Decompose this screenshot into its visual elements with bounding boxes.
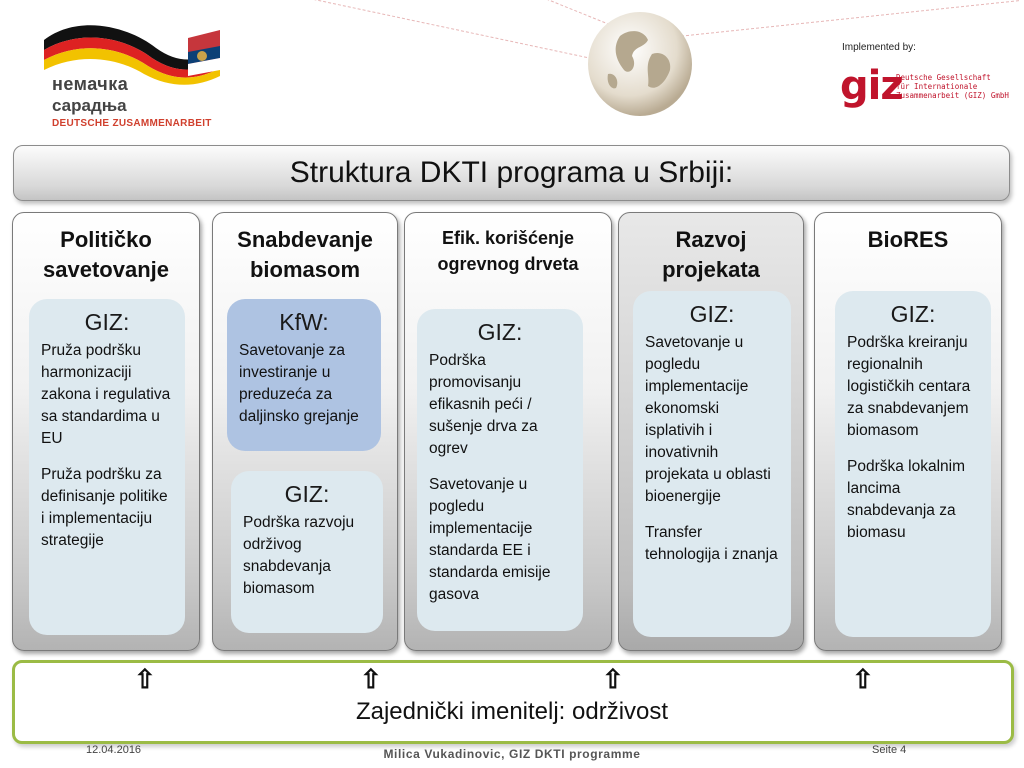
implemented-by-label: Implemented by: [842,42,916,53]
column-project-development [618,212,804,651]
slide-title: Struktura DKTI programa u Srbiji: [289,156,734,189]
up-arrow-icon: ⇧ [602,664,624,694]
card-heading: GIZ: [477,319,523,345]
giz-sub-line: Zusammenarbeit (GIZ) GmbH [896,91,1009,100]
card-heading: GIZ: [689,301,735,327]
logo-text-line1: немачка [52,74,129,94]
card-heading: GIZ: [84,309,130,335]
card-heading: GIZ: [890,301,936,327]
card-item: Pruža podršku za definisanje politike i implementaciju strategije [41,466,168,549]
decorative-line [303,0,616,64]
card-item: Transfer tehnologija i znanja [645,524,778,563]
giz-sub-line: für Internationale [896,82,978,91]
up-arrow-icon: ⇧ [852,664,874,694]
card-heading: GIZ: [284,481,330,507]
column-firewood-efficiency [404,212,612,651]
giz-card [633,291,791,637]
logo-text-line3: DEUTSCHE ZUSAMMENARBEIT [52,118,212,129]
footer-page-number: Seite 4 [872,744,907,756]
column-title: Snabdevanje biomasom [237,227,373,282]
column-title: BioRES [867,227,949,252]
giz-sub-line: Deutsche Gesellschaft [896,73,991,82]
card-item: Podrška promovisanju efikasnih peći / sušenje drva za ogrev [429,352,538,457]
german-cooperation-logo [38,18,228,128]
card-item: Podrška kreiranju regionalnih logističkih centara za snabdevanjem biomasom [847,334,971,439]
column-biores [814,212,1002,651]
up-arrow-icon: ⇧ [134,664,156,694]
column-title: Razvoj projekata [662,227,760,282]
card-item: Podrška lokalnim lancima snabdevanja za biomasu [847,458,966,541]
card-heading: KfW: [279,309,329,335]
column-title: Političko savetovanje [43,227,169,282]
giz-card [231,471,383,633]
footer-presenter: Milica Vukadinovic, GIZ DKTI programme [383,747,641,761]
column-title: Efik. korišćenje ogrevnog drveta [437,228,579,274]
up-arrow-icon: ⇧ [360,664,382,694]
kfw-card [227,299,381,451]
footer-date: 12.04.2016 [86,744,142,756]
giz-logo-subtitle [896,73,1009,100]
giz-logo: giz [840,63,903,109]
card-item: Savetovanje u pogledu implementacije standarda EE i standarda emisije gasova [429,476,551,603]
common-denominator-text: Zajednički imenitelj: održivost [355,698,669,725]
giz-card [417,309,583,631]
decorative-line [641,0,1019,41]
card-item: Savetovanje za investiranje u preduzeća za daljinsko grejanje [239,342,359,425]
giz-card [29,299,185,635]
globe-icon [586,10,694,118]
card-item: Pruža podršku harmonizaciji zakona i regulativa sa standardima u EU [41,342,171,447]
column-biomass-supply [212,212,398,651]
slide-title-bar [13,145,1010,201]
column-policy-advice [12,212,200,651]
giz-card [835,291,991,637]
logo-text-line2: сарадња [52,96,127,115]
card-item: Podrška razvoju održivog snabdevanja biomasom [243,514,355,597]
card-item: Savetovanje u pogledu implementacije ekonomski isplativih i inovativnih projekata u oblasti bioenergije [645,334,771,505]
